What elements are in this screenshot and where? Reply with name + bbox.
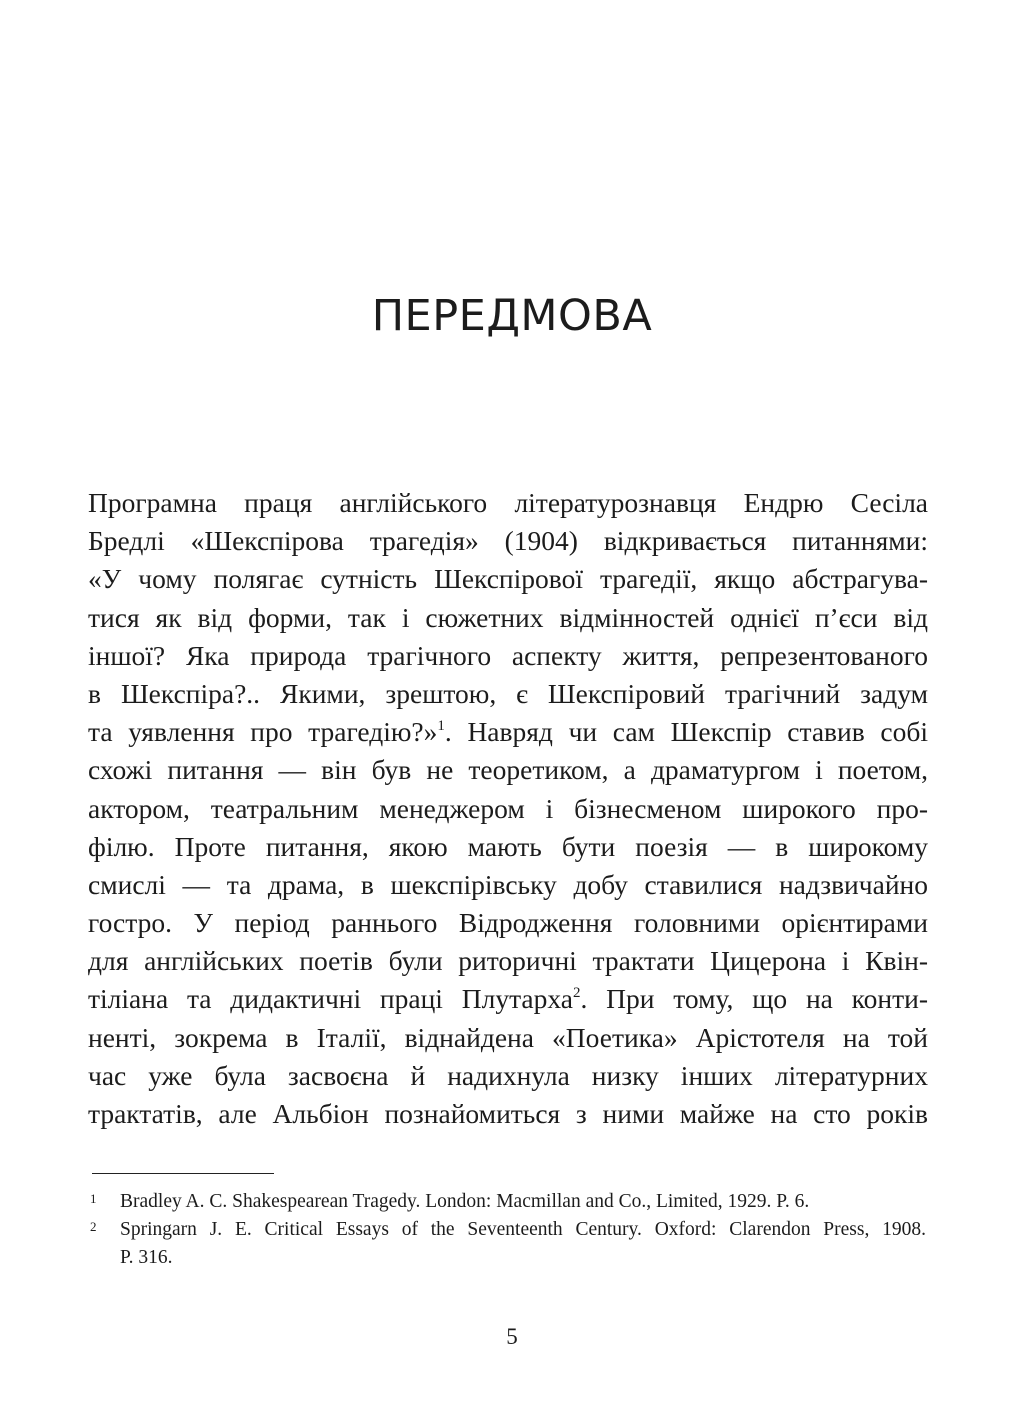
footnote-number: 2 [90,1219,97,1234]
body-line: час уже була засвоєна й надихнула низку інших літературних [88,1059,928,1091]
body-text-segment: та уявлення про трагедію?» [88,716,438,748]
body-line: актором, театральним менеджером і бізнесменом широкого про- [88,792,928,824]
body-line: Програмна праця англійського літературознавця Ендрю Сесіла [88,487,928,518]
footnote-text [120,1188,926,1216]
body-line-with-footnote-ref [88,980,928,1018]
footnote-text [120,1216,926,1272]
body-line: для англійських поетів були риторичні трактати Цицерона і Квін- [88,945,928,977]
body-line: «У чому полягає сутність Шекспірової трагедії, якщо абстрагува- [88,563,928,595]
body-line: ненті, зокрема в Італії, віднайдена «Поетика» Арістотеля на той [88,1021,928,1053]
footnote-number: 1 [90,1191,97,1206]
body-line: схожі питання — він був не теоретиком, а драматургом і поетом, [88,754,928,786]
footnote-separator [92,1173,274,1174]
body-line: трактатів, але Альбіон познайомиться з ними майже на сто років [88,1098,928,1129]
body-line: Бредлі «Шекспірова трагедія» (1904) відкривається питаннями: [88,525,928,557]
body-line: філю. Проте питання, якою мають бути поезія — в широкому [88,830,928,862]
body-line: гостро. У період раннього Відродження головними орієнтирами [88,907,928,939]
footnote-ref-1: 1 [437,718,445,735]
footnote-ref-2: 2 [572,985,581,1002]
footnote-line: Bradley A. C. Shakespearean Tragedy. London: Macmillan and Co., Limited, 1929. P. 6. [120,1191,810,1212]
footnote-1 [90,1188,926,1216]
body-paragraph [88,484,928,1133]
footnotes [90,1188,926,1272]
footnote-line: P. 316. [120,1247,173,1268]
body-line: в Шекспіра?.. Якими, зрештою, є Шекспіровий трагічний задум [88,677,928,709]
body-text-segment: . Навряд чи сам Шекспір ставив собі [444,716,928,748]
body-line-with-footnote-ref [88,713,928,751]
footnote-line: Springarn J. E. Critical Essays of the Seventeenth Century. Oxford: Clarendon Press, 1908. [120,1219,926,1240]
chapter-title: ПЕРЕДМОВА [371,291,653,341]
footnote-2 [90,1216,926,1272]
body-line: тися як від форми, так і сюжетних відмінностей однієї п’єси від [88,601,928,633]
body-line: смислі — та драма, в шекспірівську добу ставилися надзвичайно [88,868,928,900]
page-number: 5 [506,1324,518,1349]
body-line: іншої? Яка природа трагічного аспекту життя, репрезентованого [88,639,928,671]
body-text-segment: тіліана та дидактичні праці Плутарха [88,983,573,1015]
body-text-segment: . При тому, що на конти- [580,983,928,1015]
